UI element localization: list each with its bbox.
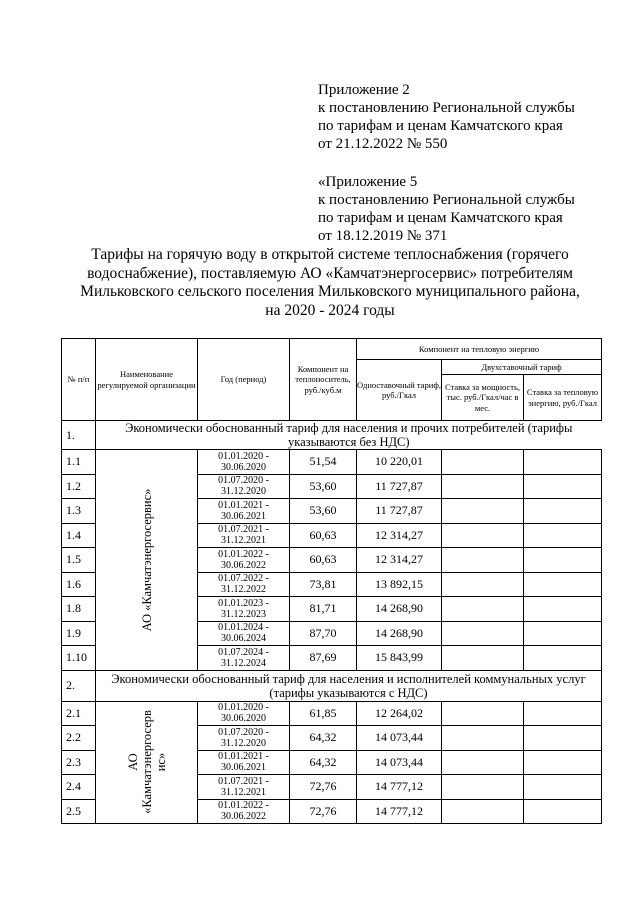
appendix5-line: к постановлению Региональной службы (318, 192, 575, 208)
row-period: 01.01.2020 - 30.06.2020 (198, 701, 290, 726)
row-carrier-component: 87,70 (290, 621, 357, 646)
row-period: 01.01.2023 - 31.12.2023 (198, 597, 290, 622)
row-one-part-tariff: 12 314,27 (357, 548, 442, 573)
row-capacity-rate (442, 775, 524, 800)
row-energy-rate (524, 499, 602, 524)
row-energy-rate (524, 775, 602, 800)
section1-org-label: АО «Камчатэнергосервис» (139, 488, 154, 632)
row-period: 01.07.2022 - 31.12.2022 (198, 572, 290, 597)
row-period: 01.01.2022 - 30.06.2022 (198, 548, 290, 573)
section2-org (96, 701, 198, 824)
appendix2-line: от 21.12.2022 № 550 (318, 136, 448, 152)
row-num: 2.3 (62, 750, 96, 775)
row-num: 1.4 (62, 523, 96, 548)
row-capacity-rate (442, 646, 524, 671)
appendix5-line: по тарифам и ценам Камчатского края (318, 210, 563, 226)
row-num: 1.9 (62, 621, 96, 646)
table-row (62, 701, 602, 726)
row-capacity-rate (442, 548, 524, 573)
row-one-part-tariff: 13 892,15 (357, 572, 442, 597)
row-num: 2.1 (62, 701, 96, 726)
row-energy-rate (524, 450, 602, 475)
appendix5-line: «Приложение 5 (318, 174, 418, 190)
tariff-table (61, 338, 602, 824)
section2-num: 2. (62, 670, 96, 701)
row-one-part-tariff: 10 220,01 (357, 450, 442, 475)
row-period: 01.01.2021 - 30.06.2021 (198, 499, 290, 524)
row-period: 01.07.2020 - 31.12.2020 (198, 474, 290, 499)
header-num: № п/п (62, 339, 96, 421)
title-line: Мильковского сельского поселения Мильковского муниципального района, (80, 283, 580, 300)
row-capacity-rate (442, 701, 524, 726)
row-capacity-rate (442, 523, 524, 548)
row-carrier-component: 60,63 (290, 548, 357, 573)
appendix2-line: к постановлению Региональной службы (318, 100, 575, 116)
row-num: 1.8 (62, 597, 96, 622)
row-num: 1.10 (62, 646, 96, 671)
row-period: 01.01.2024 - 30.06.2024 (198, 621, 290, 646)
header-energy: Компонент на тепловую энергию (357, 339, 602, 360)
row-carrier-component: 73,81 (290, 572, 357, 597)
appendix2-line: по тарифам и ценам Камчатского края (318, 118, 563, 134)
row-energy-rate (524, 621, 602, 646)
row-num: 2.4 (62, 775, 96, 800)
appendix-header (318, 81, 575, 245)
row-energy-rate (524, 523, 602, 548)
header-period: Год (период) (198, 339, 290, 421)
row-num: 1.5 (62, 548, 96, 573)
row-capacity-rate (442, 750, 524, 775)
row-capacity-rate (442, 450, 524, 475)
row-carrier-component: 72,76 (290, 799, 357, 824)
row-energy-rate (524, 799, 602, 824)
row-carrier-component: 64,32 (290, 726, 357, 751)
row-one-part-tariff: 12 314,27 (357, 523, 442, 548)
row-num: 1.6 (62, 572, 96, 597)
row-carrier-component: 53,60 (290, 474, 357, 499)
section2-org-label (126, 710, 168, 814)
row-capacity-rate (442, 474, 524, 499)
row-one-part-tariff: 14 073,44 (357, 750, 442, 775)
row-capacity-rate (442, 621, 524, 646)
row-one-part-tariff: 12 264,02 (357, 701, 442, 726)
section1-title: Экономически обоснованный тариф для населения и прочих потребителей (тарифы указываются без НДС) (96, 421, 602, 450)
row-period: 01.07.2021 - 31.12.2021 (198, 775, 290, 800)
row-num: 2.2 (62, 726, 96, 751)
row-carrier-component: 60,63 (290, 523, 357, 548)
row-period: 01.07.2020 - 31.12.2020 (198, 726, 290, 751)
table-row (62, 450, 602, 475)
row-carrier-component: 64,32 (290, 750, 357, 775)
row-num: 1.3 (62, 499, 96, 524)
row-energy-rate (524, 701, 602, 726)
row-energy-rate (524, 474, 602, 499)
row-capacity-rate (442, 572, 524, 597)
appendix5-line: от 18.12.2019 № 371 (318, 228, 448, 244)
row-num: 2.5 (62, 799, 96, 824)
row-capacity-rate (442, 726, 524, 751)
row-carrier-component: 87,69 (290, 646, 357, 671)
title-line: водоснабжение), поставляемую АО «Камчатэнергосервис» потребителям (87, 264, 573, 282)
row-num: 1.1 (62, 450, 96, 475)
row-carrier-component: 53,60 (290, 499, 357, 524)
row-energy-rate (524, 646, 602, 671)
section2-org-line: ис» (153, 753, 168, 772)
row-energy-rate (524, 597, 602, 622)
header-carrier: Компонент на теплоноситель, руб./куб.м (290, 339, 357, 421)
row-energy-rate (524, 548, 602, 573)
row-one-part-tariff: 14 777,12 (357, 799, 442, 824)
section1-num: 1. (62, 421, 96, 450)
document-title (60, 246, 600, 320)
row-carrier-component: 81,71 (290, 597, 357, 622)
row-capacity-rate (442, 799, 524, 824)
row-energy-rate (524, 572, 602, 597)
header-one-part: Одноставочный тариф, руб./Гкал (357, 360, 442, 421)
section2-title: Экономически обоснованный тариф для населения и исполнителей коммунальных услуг (тарифы указываются с НДС) (96, 670, 602, 701)
row-carrier-component: 72,76 (290, 775, 357, 800)
row-carrier-component: 51,54 (290, 450, 357, 475)
header-energy-rate: Ставка за тепловую энергию, руб./Гкал (524, 375, 602, 421)
row-capacity-rate (442, 499, 524, 524)
header-capacity: Ставка за мощность, тыс. руб./Гкал/час в мес. (442, 375, 524, 421)
row-period: 01.01.2020 - 30.06.2020 (198, 450, 290, 475)
row-one-part-tariff: 11 727,87 (357, 499, 442, 524)
row-one-part-tariff: 15 843,99 (357, 646, 442, 671)
row-period: 01.07.2021 - 31.12.2021 (198, 523, 290, 548)
row-period: 01.01.2021 - 30.06.2021 (198, 750, 290, 775)
row-one-part-tariff: 11 727,87 (357, 474, 442, 499)
row-period: 01.07.2024 - 31.12.2024 (198, 646, 290, 671)
row-one-part-tariff: 14 777,12 (357, 775, 442, 800)
title-line: Тарифы на горячую воду в открытой системе теплоснабжения (горячего (91, 246, 569, 263)
row-period: 01.01.2022 - 30.06.2022 (198, 799, 290, 824)
row-energy-rate (524, 750, 602, 775)
appendix2-line: Приложение 2 (318, 82, 410, 98)
row-carrier-component: 61,85 (290, 701, 357, 726)
row-one-part-tariff: 14 268,90 (357, 621, 442, 646)
title-line: на 2020 - 2024 годы (265, 301, 395, 319)
section1-org (96, 450, 198, 671)
header-two-part: Двухставочный тариф (442, 360, 602, 375)
row-num: 1.2 (62, 474, 96, 499)
row-capacity-rate (442, 597, 524, 622)
section2-org-line: «Камчатэнергосерв (139, 710, 154, 815)
row-one-part-tariff: 14 268,90 (357, 597, 442, 622)
section2-org-line: АО (125, 753, 140, 771)
row-energy-rate (524, 726, 602, 751)
header-org: Наименование регулируемой организации (96, 339, 198, 421)
row-one-part-tariff: 14 073,44 (357, 726, 442, 751)
